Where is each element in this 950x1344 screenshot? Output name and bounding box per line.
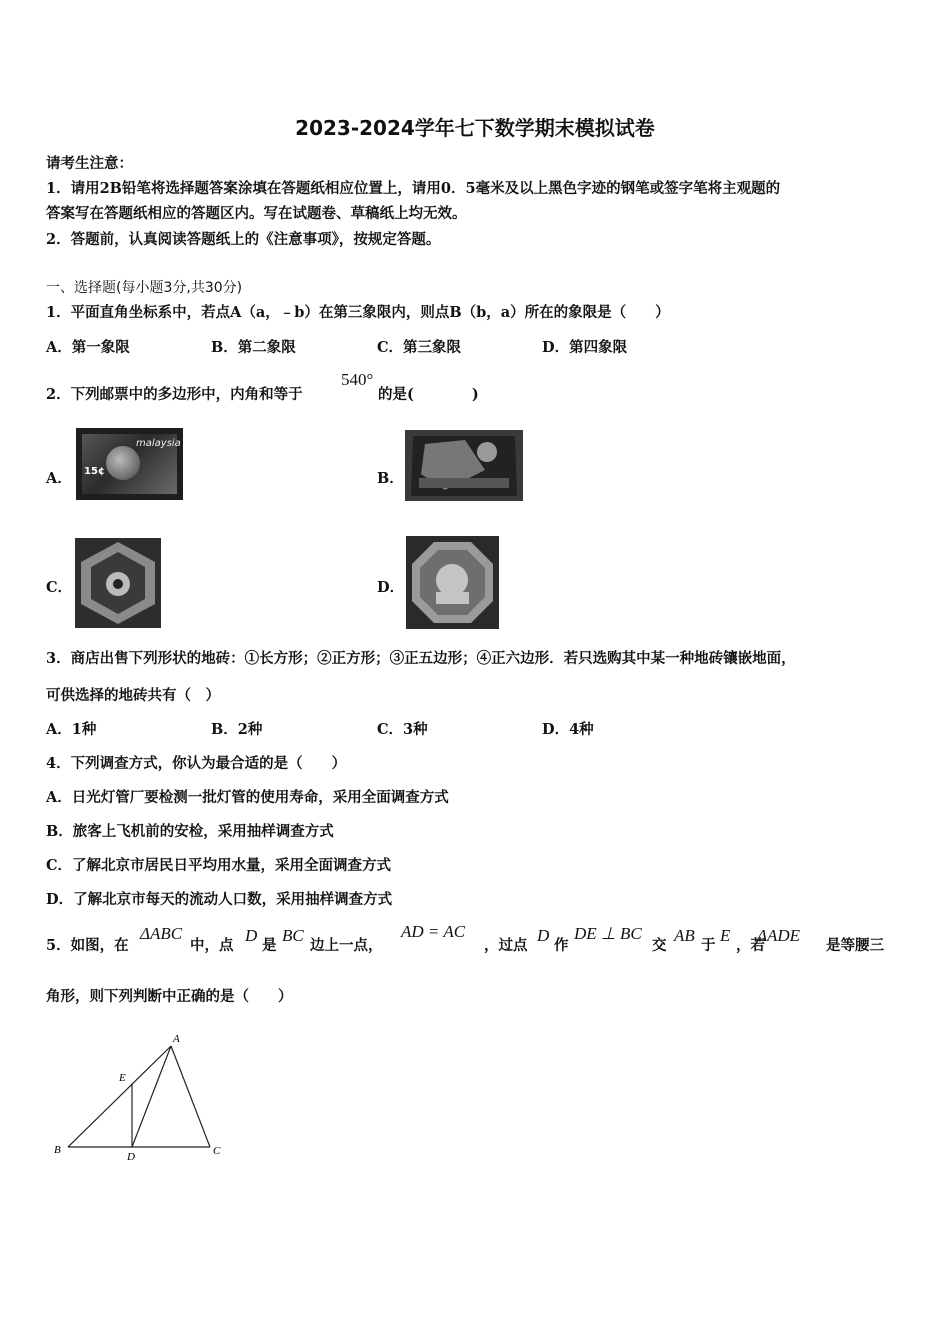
- page-title: 2023-2024学年七下数学期末模拟试卷: [295, 116, 655, 140]
- q5-text-1: 5．如图，在: [46, 937, 129, 954]
- q3-option-a: A．1种: [46, 721, 97, 738]
- label-c: C: [213, 1145, 221, 1157]
- label-e: E: [119, 1072, 126, 1084]
- q5-math-d-2: D: [537, 926, 550, 945]
- q1-option-a: A．第一象限: [46, 339, 130, 356]
- q4-option-a: A．日光灯管厂要检测一批灯管的使用寿命，采用全面调查方式: [46, 789, 449, 806]
- q5-math-triangle-abc: ΔABC: [140, 924, 183, 943]
- q3-option-b: B．2种: [211, 721, 263, 738]
- q2-label-d: D．: [377, 579, 405, 596]
- q1-stem: 1．平面直角坐标系中，若点A（a，﹣b）在第三象限内，则点B（b，a）所在的象限是（ ）: [46, 304, 670, 321]
- q3-stem-line-1: 3．商店出售下列形状的地砖：①长方形；②正方形；③正五边形；④正六边形．若只选购其中某一种地砖镶嵌地面，: [46, 650, 796, 667]
- q5-math-d: D: [245, 926, 258, 945]
- segment-ac: [171, 1046, 210, 1147]
- q2-label-b: B．: [377, 470, 404, 487]
- q5-text-10: 是等腰三: [826, 937, 884, 954]
- q5-math-ab: AB: [674, 926, 695, 945]
- q2-label-a: A．: [46, 470, 72, 487]
- q4-option-b: B．旅客上飞机前的安检，采用抽样调查方式: [46, 823, 334, 840]
- q2-stem-pre: 2．下列邮票中的多边形中，内角和等于: [46, 386, 303, 403]
- q3-option-c: C．3种: [377, 721, 428, 738]
- q4-stem: 4．下列调查方式，你认为最合适的是（ ）: [46, 755, 347, 772]
- q1-option-d: D．第四象限: [542, 339, 628, 356]
- q5-stem-line-2: 角形，则下列判断中正确的是（ ）: [46, 988, 293, 1005]
- notice-heading: 请考生注意：: [46, 155, 133, 172]
- stamp-d-image: [406, 536, 499, 629]
- q5-text-3: 是: [262, 937, 277, 954]
- stamp-b-image: [405, 430, 523, 501]
- q5-text-7: 交: [652, 937, 667, 954]
- q5-math-ad-ac: AD = AC: [401, 922, 466, 941]
- label-d: D: [127, 1151, 135, 1163]
- q3-option-d: D．4种: [542, 721, 594, 738]
- q5-text-6: 作: [554, 937, 569, 954]
- section-heading: 一、选择题(每小题3分,共30分): [46, 280, 243, 296]
- q5-text-4: 边上一点，: [310, 937, 383, 954]
- segment-ad: [132, 1046, 171, 1147]
- segment-ba: [68, 1046, 171, 1147]
- q5-text-2: 中，点: [190, 937, 234, 954]
- q1-option-b: B．第二象限: [211, 339, 296, 356]
- stamp-a-text: malaysia: [136, 438, 181, 449]
- q4-option-d: D．了解北京市每天的流动人口数，采用抽样调查方式: [46, 891, 393, 908]
- stamp-a-image: [76, 428, 183, 500]
- q4-option-c: C．了解北京市居民日平均用水量，采用全面调查方式: [46, 857, 392, 874]
- q5-math-de-perp-bc: DE ⊥ BC: [574, 924, 642, 943]
- label-b: B: [54, 1144, 61, 1156]
- stamp-c-image: [75, 538, 161, 628]
- q5-math-triangle-ade: ΔADE: [757, 926, 801, 945]
- q5-text-8: 于: [701, 937, 716, 954]
- q5-math-e: E: [720, 926, 731, 945]
- q5-math-bc: BC: [282, 926, 304, 945]
- stamp-a-price: 15¢: [84, 466, 105, 477]
- q2-value: 540°: [341, 370, 374, 389]
- q1-option-c: C．第三象限: [377, 339, 462, 356]
- notice-line-2: 答案写在答题纸相应的答题区内。写在试题卷、草稿纸上均无效。: [46, 205, 467, 222]
- q2-label-c: C．: [46, 579, 73, 596]
- label-a: A: [173, 1033, 180, 1045]
- triangle-figure: [48, 1028, 238, 1168]
- notice-line-3: 2．答题前，认真阅读答题纸上的《注意事项》，按规定答题。: [46, 231, 441, 248]
- q2-stem-post: 的是( ): [378, 386, 479, 403]
- q3-stem-line-2: 可供选择的地砖共有（ ）: [46, 687, 220, 704]
- q5-text-5: ，过点: [484, 937, 528, 954]
- notice-line-1: 1．请用2B铅笔将选择题答案涂填在答题纸相应位置上，请用0．5毫米及以上黑色字迹的钢笔或签字笔将主观题的: [46, 180, 781, 197]
- q5-text-9: ，若: [736, 937, 765, 954]
